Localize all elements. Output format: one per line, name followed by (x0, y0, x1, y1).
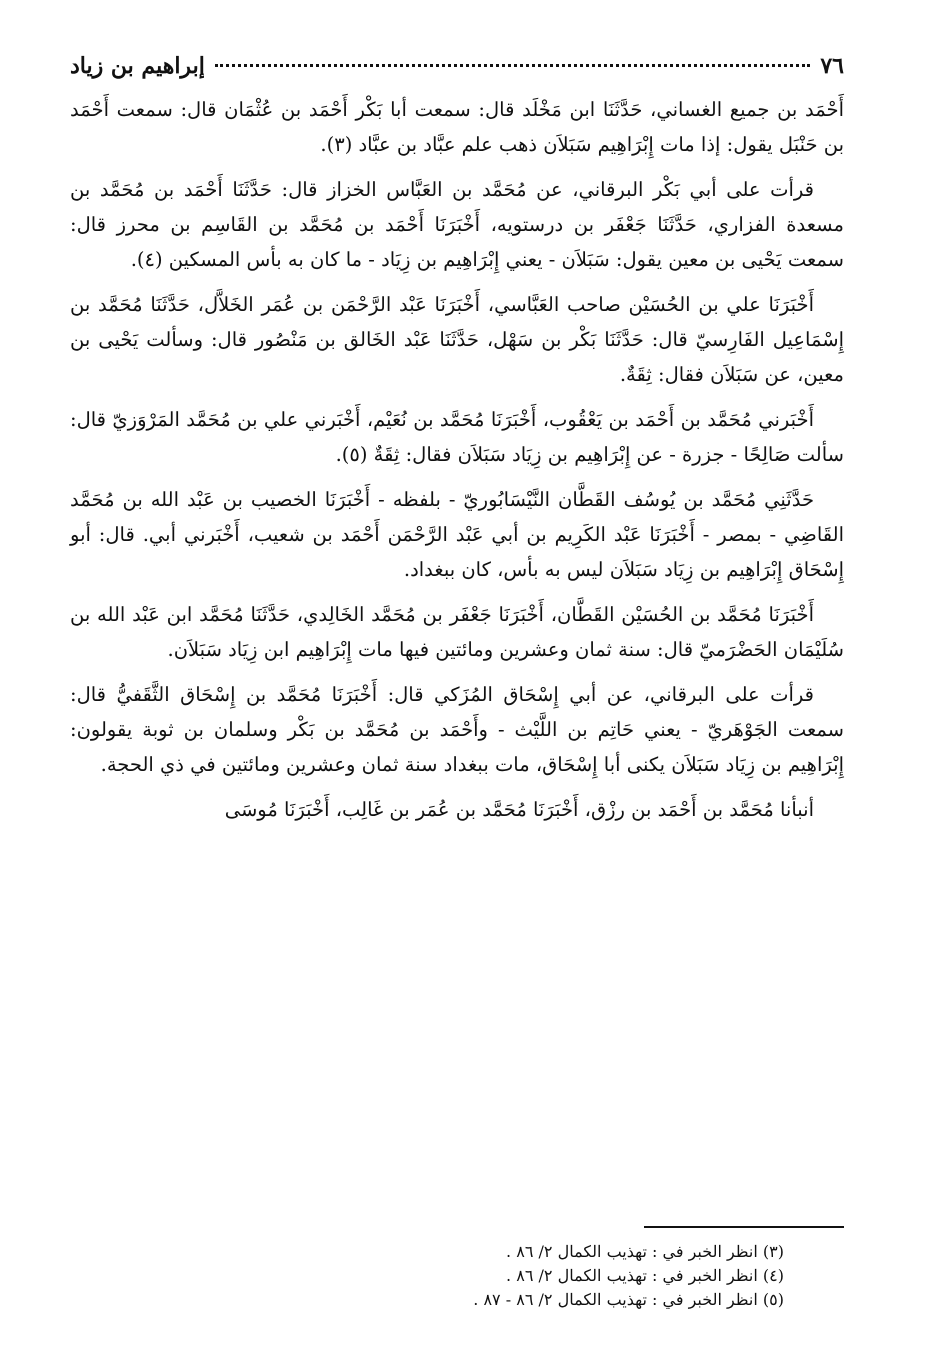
footnote: (٤) انظر الخبر في : تهذيب الكمال ٢/ ٨٦ . (506, 1266, 784, 1285)
dotted-leader (215, 64, 811, 67)
footnote: (٣) انظر الخبر في : تهذيب الكمال ٢/ ٨٦ . (506, 1242, 784, 1261)
main-text (70, 92, 844, 827)
paragraph: حَدَّثَنِي مُحَمَّد بن يُوسُف القَطَّان النَّيْسَابُوريّ - بلفظه - أَخْبَرَنَا الخصيب بن عَبْد الله بن مُحَمَّد القَاضِي - بمصر - أَخْبَرَنَا عَبْد الكَرِيم بن أبي عَبْد الرَّحْمَن أَحْمَد بن شعيب، أَخْبَرني أبي. قال: أبو إِسْحَاق إِبْرَاهِيم بن زِيَاد سَبَلاَن ليس به بأس، كان ببغداد. (70, 488, 844, 581)
paragraph: قرأت على البرقاني، عن أبي إِسْحَاق المُزَكي قال: أَخْبَرَنَا مُحَمَّد بن إِسْحَاق الثَّقَفيُّ قال: سمعت الجَوْهَريّ - يعني حَاتِم بن اللَّيْث - وأَحْمَد بن مُحَمَّد بن بَكْر وسلمان بن ثوبة يقولون: إِبْرَاهِيم بن زِيَاد سَبَلاَن يكنى أبا إِسْحَاق، مات ببغداد سنة ثمان وعشرين ومائتين في ذي الحجة. (70, 683, 844, 776)
paragraph: أَخْبَرَنَا مُحَمَّد بن الحُسَيْن القَطَّان، أَخْبَرَنَا جَعْفَر بن مُحَمَّد الخَالِدي، حَدَّثَنَا مُحَمَّد ابن عَبْد الله بن سُلَيْمَان الحَضْرَميّ قال: سنة ثمان وعشرين ومائتين فيها مات إِبْرَاهِيم ابن زِيَاد سَبَلاَن. (70, 603, 844, 661)
paragraph: أَخْبَرني مُحَمَّد بن أَحْمَد بن يَعْقُوب، أَخْبَرَنَا مُحَمَّد بن نُعَيْم، أَخْبَرني علي بن مُحَمَّد المَرْوَزيّ قال: سألت صَالِحًا - جزرة - عن إِبْرَاهِيم بن زِيَاد سَبَلاَن فقال: ثِقَةٌ (٥). (70, 408, 844, 466)
paragraph: أنبأنا مُحَمَّد بن أَحْمَد بن رزْق، أَخْبَرَنَا مُحَمَّد بن عُمَر بن غَالِب، أَخْبَرَنَا مُوسَى (224, 798, 814, 821)
paragraph: أَخْبَرَنَا علي بن الحُسَيْن صاحب العَبَّاسي، أَخْبَرَنَا عَبْد الرَّحْمَن بن عُمَر الخَلاَّل، حَدَّثَنَا مُحَمَّد بن إِسْمَاعِيل الفَارِسيّ قال: حَدَّثَنَا بَكْر بن سَهْل، حَدَّثَنَا عَبْد الخَالق بن مَنْصُور قال: وسألت يَحْيى بن معين، عن سَبَلاَن فقال: ثِقَةٌ. (70, 293, 844, 386)
footnote: (٥) انظر الخبر في : تهذيب الكمال ٢/ ٨٦ - ٨٧ . (473, 1290, 784, 1309)
paragraph: أَحْمَد بن جميع الغساني، حَدَّثَنَا ابن مَخْلَد قال: سمعت أبا بَكْر أَحْمَد بن عُثْمَان قال: سمعت أَحْمَد بن حَنْبَل يقول: إذا مات إِبْرَاهِيم سَبَلاَن ذهب علم عبَّاد بن عبَّاد (٣). (70, 98, 844, 156)
page-number: ٧٦ (820, 53, 844, 79)
footnotes (70, 1240, 844, 1312)
page-header (70, 48, 844, 84)
footnote-divider (644, 1226, 844, 1228)
book-page (70, 48, 844, 1348)
paragraph: قرأت على أبي بَكْر البرقاني، عن مُحَمَّد بن العَبَّاس الخزاز قال: حَدَّثَنَا أَحْمَد بن مُحَمَّد بن مسعدة الفزاري، حَدَّثَنَا جَعْفَر بن درستويه، أَخْبَرَنَا أَحْمَد بن مُحَمَّد بن القَاسِم بن محرز قال: سمعت يَحْيى بن معين يقول: سَبَلاَن - يعني إِبْرَاهِيم بن زِيَاد - ما كان به بأس المسكين (٤). (70, 178, 844, 271)
running-title: إبراهيم بن زياد (70, 53, 205, 79)
